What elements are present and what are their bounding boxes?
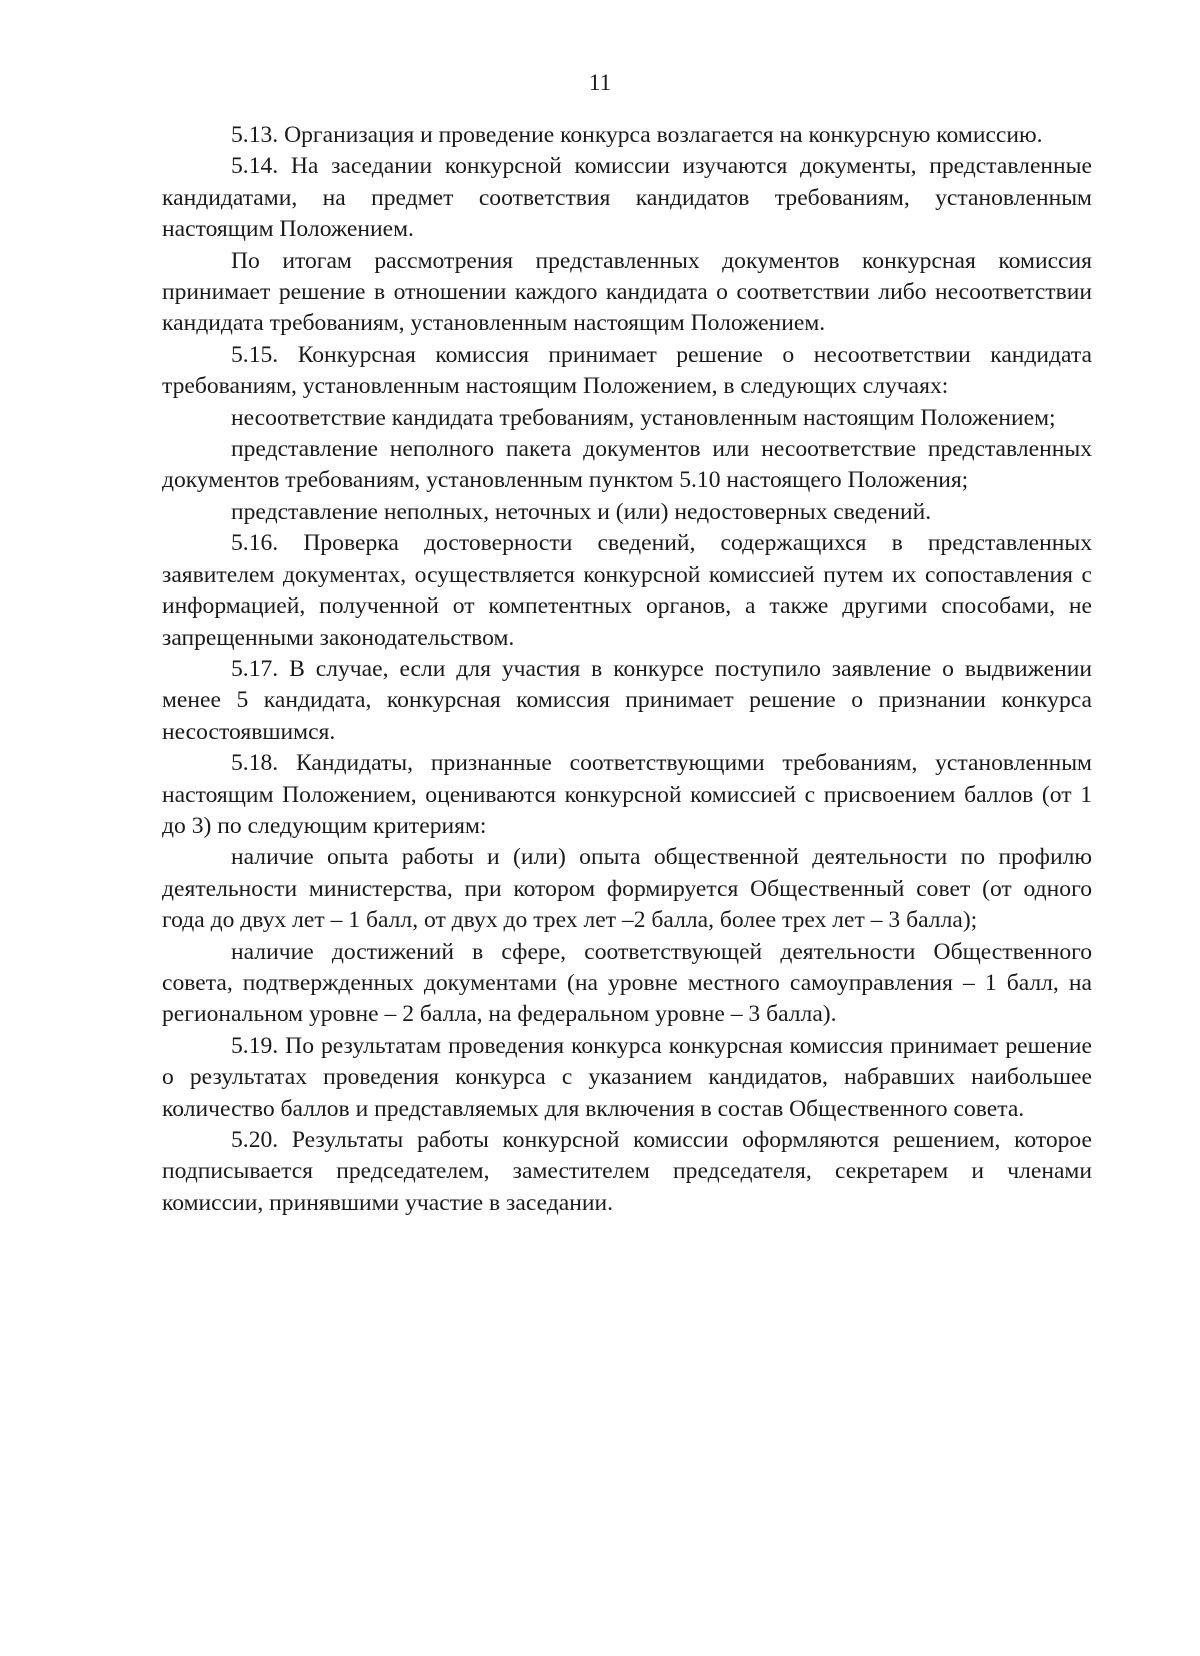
paragraph-5-18-criterion-1: наличие опыта работы и (или) опыта общественной деятельности по профилю деятельности министерства, при котором формируется Общественный совет (от одного года до двух лет – 1 балл, от двух до трех лет –2 балла, более трех лет – 3 балла); [162,844,1092,934]
paragraph-5-15-case-3: представление неполных, неточных и (или) недостоверных сведений. [231,498,932,525]
paragraph-5-18: 5.18. Кандидаты, признанные соответствующими требованиям, установленным настоящим Положением, оцениваются конкурсной комиссией с присвоением баллов (от 1 до 3) по следующим критериям: [162,750,1092,839]
paragraph-5-13: 5.13. Организация и проведение конкурса возлагается на конкурсную комиссию. [231,122,1043,148]
page-number: 11 [588,70,612,95]
paragraph-5-18-criterion-2: наличие достижений в сфере, соответствующей деятельности Общественного совета, подтвержденных документами (на уровне местного самоуправления – 1 балл, на региональном уровне – 2 балла, на федеральном уровне – 3 балла). [162,938,1092,1028]
document-body [162,120,1092,1219]
paragraph-5-14-result: По итогам рассмотрения представленных документов конкурсная комиссия принимает решение в отношении каждого кандидата о соответствии либо несоответствии кандидата требованиям, установленным настоящим Положением. [162,247,1092,337]
paragraph-5-17: 5.17. В случае, если для участия в конкурсе поступило заявление о выдвижении менее 5 кандидата, конкурсная комиссия принимает решение о признании конкурса несостоявшимся. [162,655,1092,745]
paragraph-5-15: 5.15. Конкурсная комиссия принимает решение о несоответствии кандидата требованиям, установленным настоящим Положением, в следующих случаях: [162,341,1092,400]
paragraph-5-14: 5.14. На заседании конкурсной комиссии изучаются документы, представленные кандидатами, на предмет соответствия кандидатов требованиям, установленным настоящим Положением. [162,153,1092,243]
paragraph-5-15-case-1: несоответствие кандидата требованиям, установленным настоящим Положением; [231,404,1056,431]
paragraph-5-19: 5.19. По результатам проведения конкурса конкурсная комиссия принимает решение о результатах проведения конкурса с указанием кандидатов, набравших наибольшее количество баллов и представляемых для включения в состав Общественного совета. [162,1032,1092,1122]
paragraph-5-16: 5.16. Проверка достоверности сведений, содержащихся в представленных заявителем документах, осуществляется конкурсной комиссией путем их сопоставления с информацией, полученной от компетентных органов, а также другими способами, не запрещенными законодательством. [162,530,1092,651]
paragraph-5-20: 5.20. Результаты работы конкурсной комиссии оформляются решением, которое подписывается председателем, заместителем председателя, секретарем и членами комиссии, принявшими участие в заседании. [162,1127,1092,1216]
paragraph-5-15-case-2: представление неполного пакета документов или несоответствие представленных документов требованиям, установленным пунктом 5.10 настоящего Положения; [162,436,1092,494]
